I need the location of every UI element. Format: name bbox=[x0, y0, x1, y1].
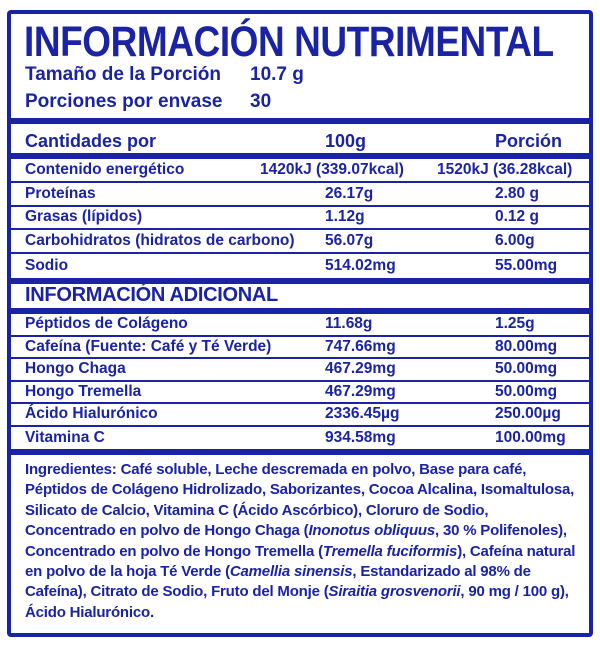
nutrient-label: Péptidos de Colágeno bbox=[25, 315, 188, 333]
table-row bbox=[11, 159, 589, 183]
nutrient-label: Contenido energético bbox=[25, 160, 185, 178]
per-100g-value: 934.58mg bbox=[325, 428, 396, 446]
nutrient-label: Proteínas bbox=[25, 184, 96, 202]
table-row bbox=[11, 230, 589, 254]
per-portion-value: 80.00mg bbox=[495, 337, 558, 355]
per-portion-value: 0.12 g bbox=[495, 208, 539, 226]
nutrient-label: Carbohidratos (hidratos de carbono) bbox=[25, 232, 295, 250]
servings-per-container-row bbox=[25, 90, 589, 114]
ingredient-latin-name: Tremella fuciformis bbox=[322, 542, 458, 560]
per-100g-value: 56.07g bbox=[325, 232, 374, 250]
serving-size-value: 10.7 g bbox=[250, 64, 304, 85]
table-header-row bbox=[11, 129, 589, 153]
additional-info-table bbox=[11, 314, 589, 449]
ingredient-segment: , 30 % Polifenoles), Concentrado en polvo de Hongo Tremella ( bbox=[25, 522, 567, 560]
per-portion-value: 2.80 g bbox=[495, 184, 539, 202]
per-portion-value: 250.00µg bbox=[495, 405, 561, 423]
column-header-quantities: Cantidades por bbox=[25, 130, 157, 151]
per-100g-value: 2336.45µg bbox=[325, 405, 400, 423]
column-header-portion: Porción bbox=[495, 130, 563, 151]
per-portion-value: 50.00mg bbox=[495, 360, 558, 378]
table-row bbox=[11, 183, 589, 207]
nutrient-label: Grasas (lípidos) bbox=[25, 208, 143, 226]
nutrient-label: Vitamina C bbox=[25, 428, 105, 446]
per-portion-value: 100.00mg bbox=[495, 428, 566, 446]
table-row bbox=[11, 404, 589, 427]
table-row bbox=[11, 254, 589, 278]
table-row bbox=[11, 427, 589, 450]
servings-per-container-label: Porciones por envase bbox=[25, 91, 223, 112]
nutrient-label: Cafeína (Fuente: Café y Té Verde) bbox=[25, 337, 272, 355]
serving-size-row bbox=[25, 63, 589, 87]
per-portion-value: 1520kJ (36.28kcal) bbox=[437, 160, 573, 178]
per-portion-value: 50.00mg bbox=[495, 382, 558, 400]
per-100g-value: 467.29mg bbox=[325, 382, 396, 400]
section-divider bbox=[11, 449, 589, 455]
per-portion-value: 55.00mg bbox=[495, 257, 558, 275]
per-100g-value: 1.12g bbox=[325, 208, 365, 226]
ingredients-text bbox=[25, 460, 581, 623]
per-100g-value: 514.02mg bbox=[325, 257, 396, 275]
nutrient-label: Ácido Hialurónico bbox=[25, 405, 158, 423]
per-100g-value: 1420kJ (339.07kcal) bbox=[260, 160, 404, 178]
ingredient-latin-name: Inonotus obliquus bbox=[308, 522, 436, 540]
ingredient-latin-name: Siraitia grosvenorii bbox=[328, 583, 461, 601]
page-title: INFORMACIÓN NUTRIMENTAL bbox=[24, 18, 554, 66]
table-row bbox=[11, 359, 589, 382]
table-row bbox=[11, 337, 589, 360]
per-portion-value: 1.25g bbox=[495, 315, 535, 333]
nutrition-table bbox=[11, 159, 589, 278]
ingredient-segment: , Estandarizado al 98% de Cafeína), Citrato de Sodio, Fruto del Monje ( bbox=[25, 563, 531, 601]
per-100g-value: 11.68g bbox=[325, 315, 373, 333]
servings-per-container-value: 30 bbox=[250, 91, 272, 112]
column-header-100g: 100g bbox=[325, 130, 367, 151]
ingredient-segment: ), Cafeína natural en polvo de la hoja Té Verde ( bbox=[25, 542, 576, 581]
ingredient-segment: Café soluble, Leche descremada en polvo, Base para café, Péptidos de Colágeno Hidrolizado, Saborizantes, Cocoa Alcalina, Isomaltulosa, Silicato de Calcio, Vitamina C (Ácido Ascórbico), Cloruro de Sodio, Concentrado en polvo de Hongo Chaga ( bbox=[25, 461, 575, 540]
table-row bbox=[11, 382, 589, 405]
nutrition-label bbox=[7, 10, 593, 637]
per-100g-value: 747.66mg bbox=[325, 337, 396, 355]
ingredient-latin-name: Camellia sinensis bbox=[229, 563, 353, 581]
nutrient-label: Hongo Tremella bbox=[25, 382, 142, 400]
per-100g-value: 26.17g bbox=[325, 184, 374, 202]
nutrition-label-content bbox=[11, 14, 589, 633]
table-row bbox=[11, 314, 589, 337]
ingredient-segment: Ingredientes: bbox=[25, 461, 121, 478]
per-100g-value: 467.29mg bbox=[325, 360, 396, 378]
additional-info-heading: INFORMACIÓN ADICIONAL bbox=[25, 283, 278, 306]
serving-size-label: Tamaño de la Porción bbox=[25, 64, 222, 85]
section-divider bbox=[11, 118, 589, 124]
nutrient-label: Hongo Chaga bbox=[25, 360, 126, 378]
table-row bbox=[11, 207, 589, 231]
per-portion-value: 6.00g bbox=[495, 232, 535, 250]
nutrient-label: Sodio bbox=[25, 257, 69, 275]
ingredient-segment: , 90 mg / 100 g), Ácido Hialurónico. bbox=[25, 583, 569, 621]
